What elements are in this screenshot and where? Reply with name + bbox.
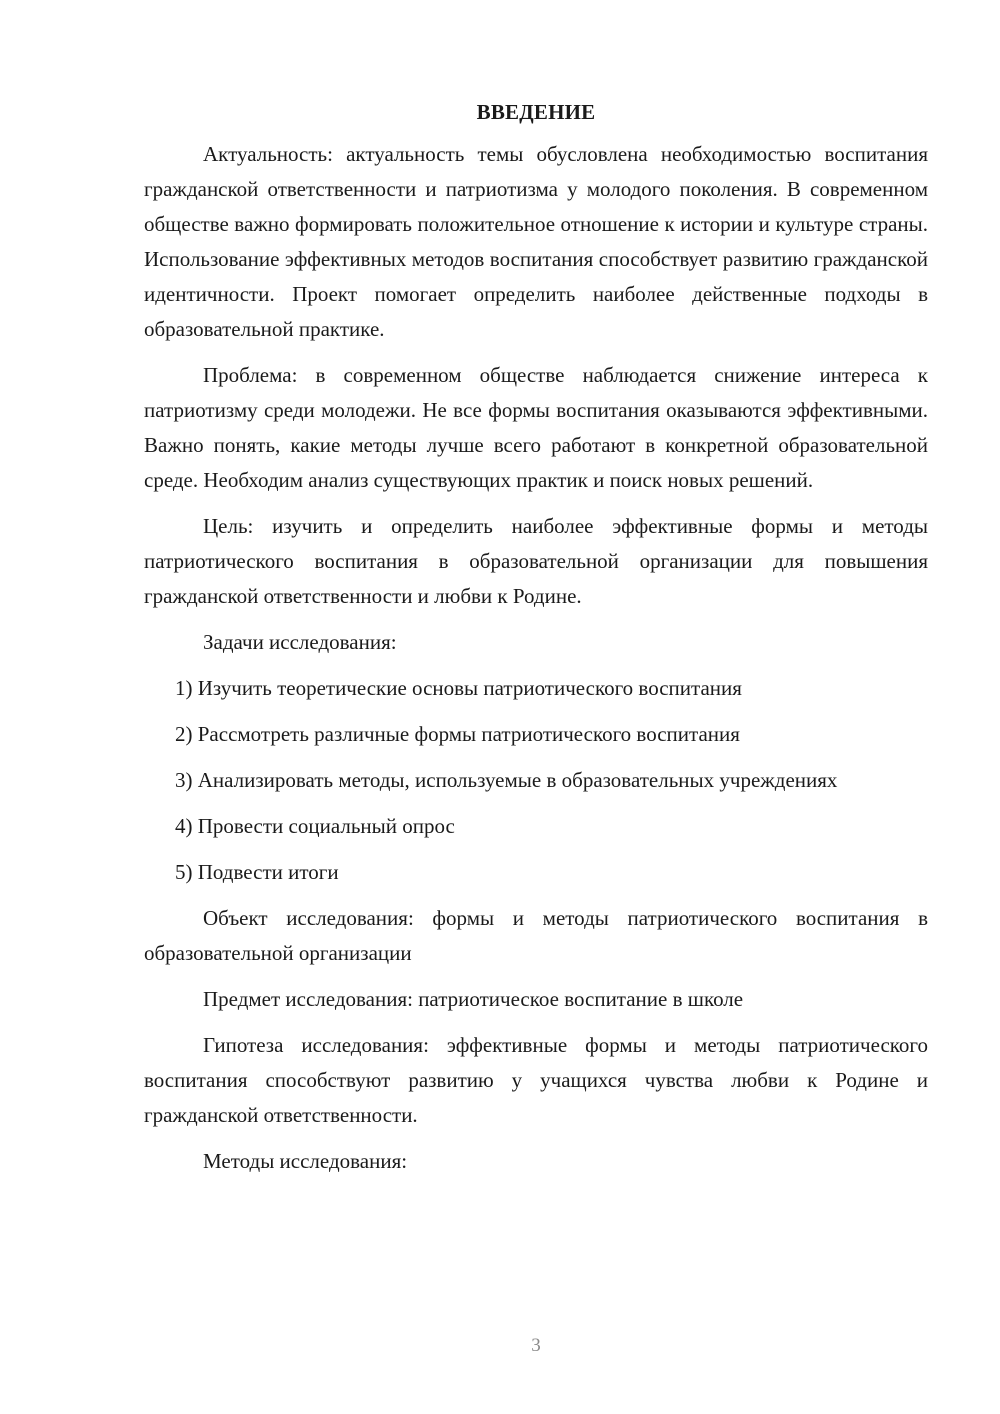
goal-paragraph: Цель: изучить и определить наиболее эффективные формы и методы патриотического воспитания в образовательной организации для повышения гражданской ответственности и любви к Родине. (144, 514, 928, 608)
task-item-5: 5) Подвести итоги (175, 860, 339, 884)
methods-heading: Методы исследования: (203, 1149, 408, 1173)
page-number: 3 (531, 1335, 541, 1356)
hypothesis-paragraph: Гипотеза исследования: эффективные формы и методы патриотического воспитания способствуют развитию у учащихся чувства любви к Родине и гражданской ответственности. (144, 1033, 928, 1127)
task-item-4: 4) Провести социальный опрос (175, 814, 455, 838)
task-item-1: 1) Изучить теоретические основы патриотического воспитания (175, 676, 742, 700)
task-item-3: 3) Анализировать методы, используемые в образовательных учреждениях (175, 768, 838, 792)
object-paragraph: Объект исследования: формы и методы патриотического воспитания в образовательной организации (144, 906, 928, 965)
section-title: ВВЕДЕНИЕ (476, 100, 596, 124)
tasks-heading: Задачи исследования: (203, 630, 397, 654)
page-content (144, 97, 928, 1179)
task-item-2: 2) Рассмотреть различные формы патриотического воспитания (175, 722, 740, 746)
relevance-paragraph: Актуальность: актуальность темы обусловлена необходимостью воспитания гражданской ответственности и патриотизма у молодого поколения. В современном обществе важно формировать положительное отношение к истории и культуре страны. Использование эффективных методов воспитания способствует развитию гражданской идентичности. Проект помогает определить наиболее действенные подходы в образовательной практике. (144, 142, 928, 341)
problem-paragraph: Проблема: в современном обществе наблюдается снижение интереса к патриотизму среди молодежи. Не все формы воспитания оказываются эффективными. Важно понять, какие методы лучше всего работают в конкретной образовательной среде. Необходим анализ существующих практик и поиск новых решений. (144, 363, 928, 492)
subject-paragraph: Предмет исследования: патриотическое воспитание в школе (203, 987, 744, 1011)
